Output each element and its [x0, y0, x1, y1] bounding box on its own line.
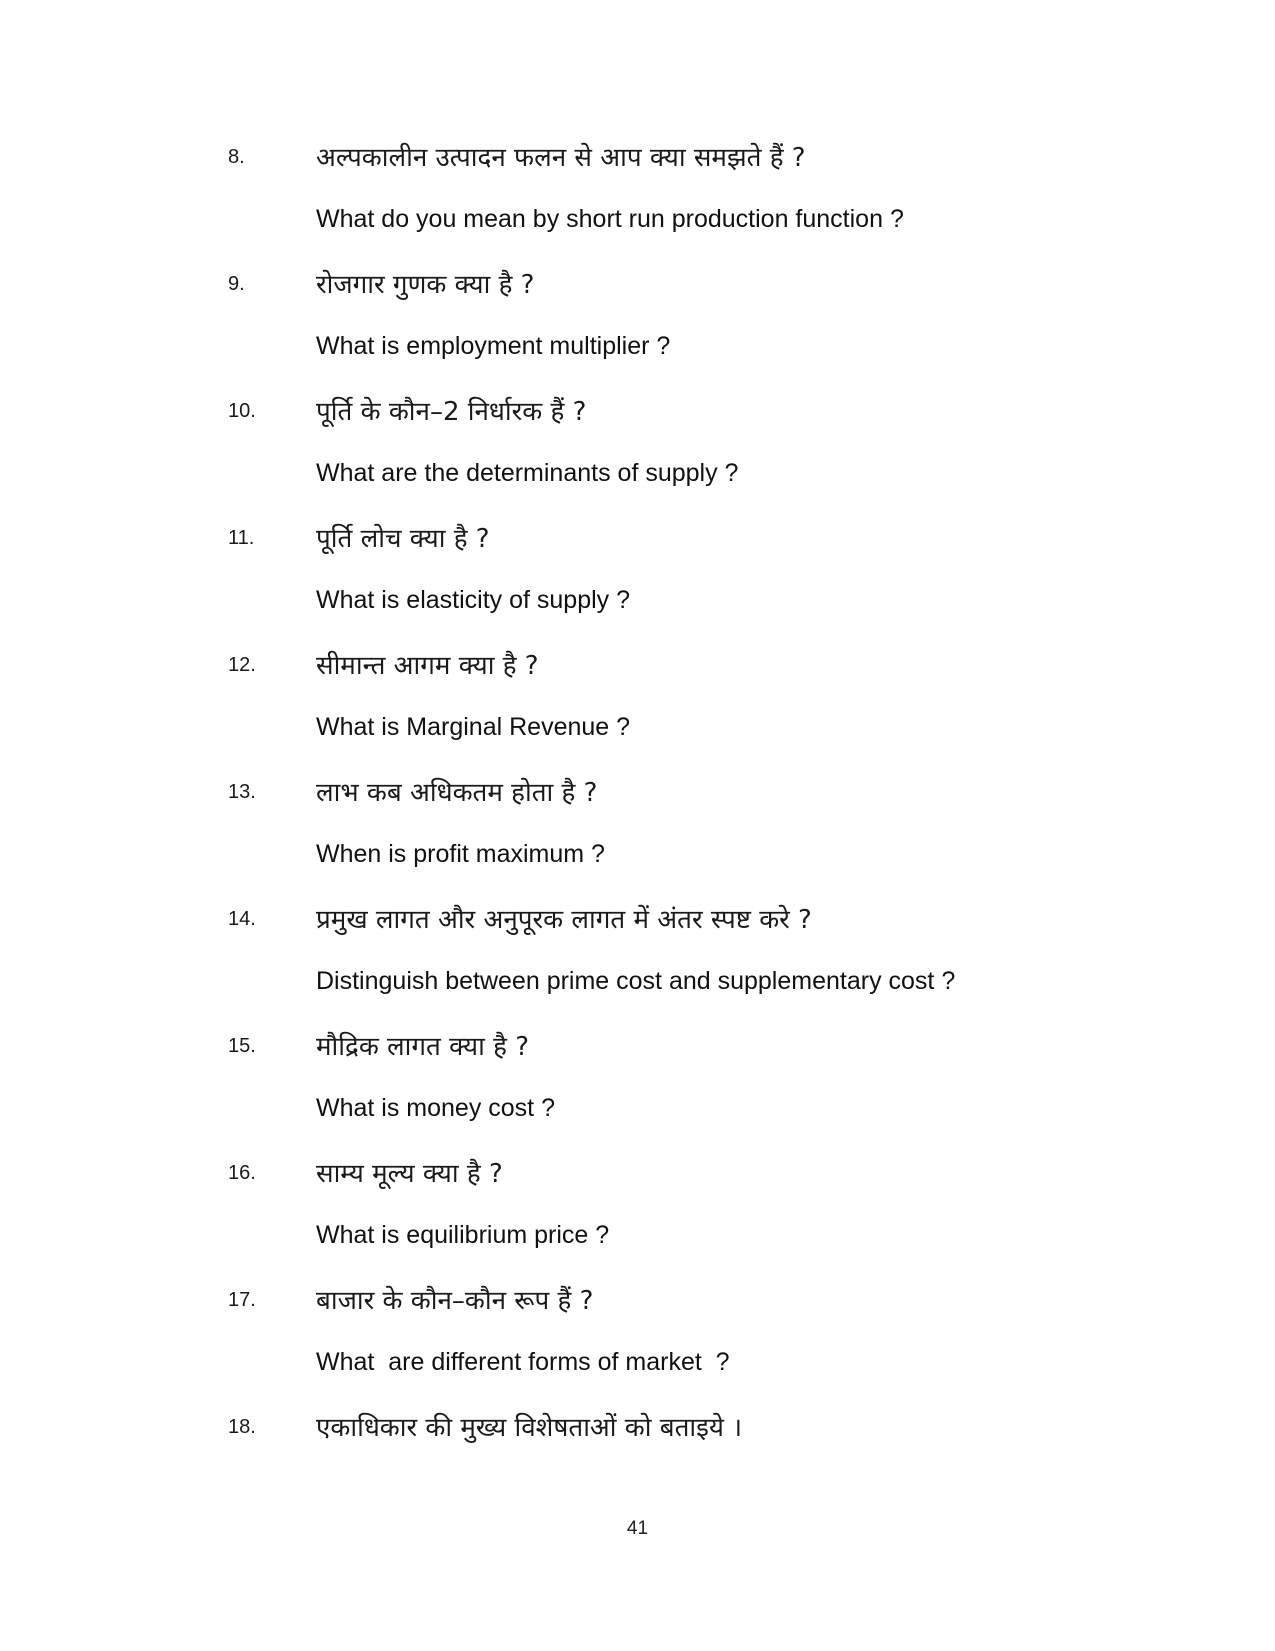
question-text-hindi: लाभ कब अधिकतम होता है ?: [316, 778, 598, 808]
question-text-hindi: प्रमुख लागत और अनुपूरक लागत में अंतर स्पष्ट करे ?: [316, 905, 812, 935]
question-text-english: What is employment multiplier ?: [316, 332, 671, 360]
question-number: 10.: [228, 400, 256, 422]
question-number: 16.: [228, 1162, 256, 1184]
question-text-hindi: बाजार के कौन–कौन रूप हैं ?: [316, 1286, 594, 1316]
question-number: 18.: [228, 1416, 256, 1438]
question-number: 17.: [228, 1289, 256, 1311]
question-text-english: When is profit maximum ?: [316, 840, 605, 868]
question-number: 8.: [228, 146, 245, 168]
question-text-english: What is Marginal Revenue ?: [316, 713, 631, 741]
question-text-english: What is elasticity of supply ?: [316, 586, 631, 614]
question-text-hindi: पूर्ति लोच क्या है ?: [316, 524, 490, 554]
question-number: 15.: [228, 1035, 256, 1057]
question-text-english: What is money cost ?: [316, 1094, 555, 1122]
question-text-hindi: अल्पकालीन उत्पादन फलन से आप क्या समझते हैं ?: [316, 143, 806, 173]
question-text-english: What is equilibrium price ?: [316, 1221, 610, 1249]
question-number: 13.: [228, 781, 256, 803]
question-number: 12.: [228, 654, 256, 676]
question-text-hindi: पूर्ति के कौन–2 निर्धारक हैं ?: [316, 397, 587, 427]
question-number: 11.: [228, 527, 255, 549]
question-text-english: Distinguish between prime cost and supplementary cost ?: [316, 967, 956, 995]
question-text-hindi: सीमान्त आगम क्या है ?: [316, 651, 539, 681]
page-number: 41: [626, 1518, 649, 1539]
question-text-hindi: एकाधिकार की मुख्य विशेषताओं को बताइये ।: [316, 1413, 743, 1443]
question-text-hindi: साम्य मूल्य क्या है ?: [316, 1159, 503, 1189]
question-text-hindi: रोजगार गुणक क्या है ?: [316, 270, 535, 300]
question-number: 14.: [228, 908, 256, 930]
question-text-hindi: मौद्रिक लागत क्या है ?: [316, 1032, 529, 1062]
question-number: 9.: [228, 273, 245, 295]
question-text-english: What are the determinants of supply ?: [316, 459, 739, 487]
question-text-english: What are different forms of market ?: [316, 1348, 730, 1376]
question-text-english: What do you mean by short run production function ?: [316, 205, 904, 233]
